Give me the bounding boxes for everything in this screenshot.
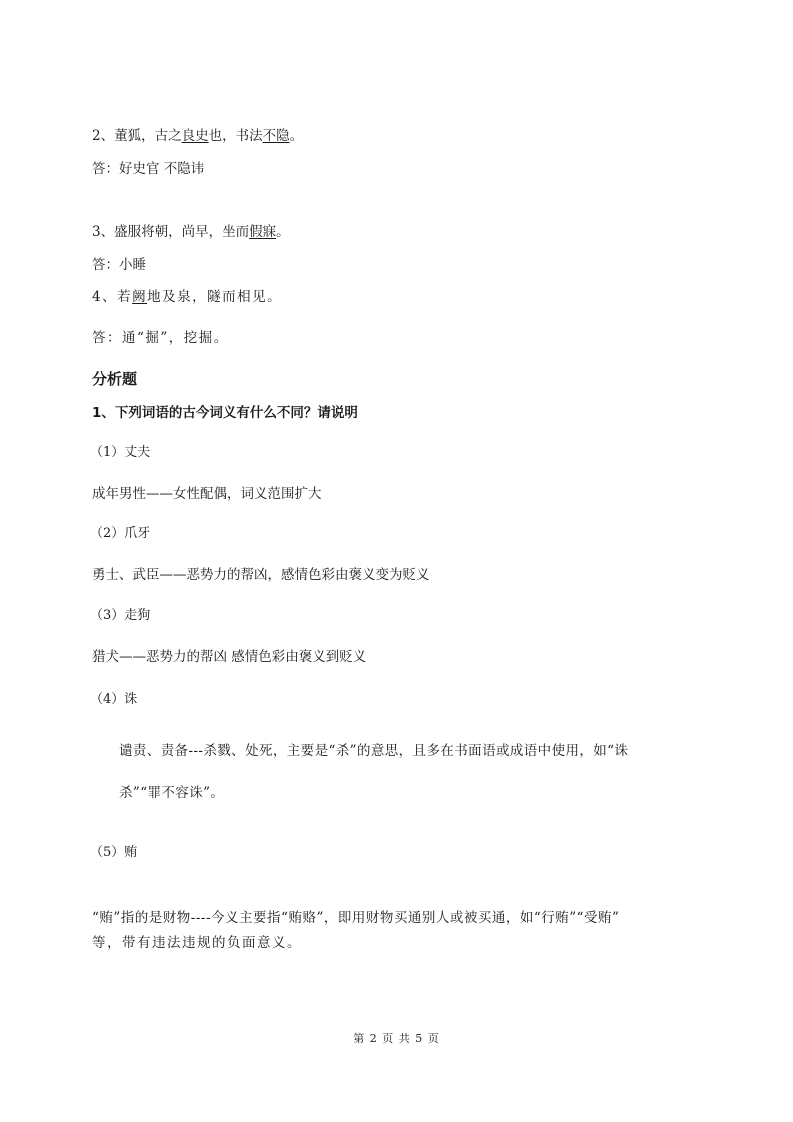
- page-number-footer: 第 2 页 共 5 页: [353, 1032, 440, 1045]
- question-text: 。: [289, 128, 304, 144]
- underlined-term: 阙: [132, 289, 148, 305]
- entry-text-4-line-1: 谴责、责备---杀戮、处死，主要是“杀”的意思，且多在书面语或成语中使用，如“诛: [119, 743, 629, 759]
- analysis-question: 1、下列词语的古今词义有什么不同？请说明: [92, 405, 358, 421]
- question-text: 地及泉，隧而相见。: [147, 289, 283, 305]
- question-3: [92, 224, 290, 240]
- entry-text-1: 成年男性——女性配偶，词义范围扩大: [92, 486, 322, 502]
- entry-label-1: （1）丈夫: [90, 445, 151, 460]
- entry-label-5: （5）贿: [90, 845, 138, 860]
- section-heading: 分析题: [92, 370, 138, 388]
- underlined-term: 不隐: [262, 128, 290, 144]
- question-4: [92, 289, 282, 305]
- answer-3: 答：小睡: [92, 257, 146, 273]
- question-2: [92, 128, 303, 144]
- underlined-term: 假寐: [249, 224, 277, 240]
- question-text: 。: [276, 224, 290, 240]
- question-text: 2、董狐，古之: [92, 128, 182, 144]
- entry-text-4-line-2: 杀”“罪不容诛”。: [119, 785, 225, 801]
- entry-text-5-line-1: “贿”指的是财物----今义主要指“贿赂”，即用财物买通别人或被买通，如“行贿”“受贿”: [92, 910, 620, 926]
- entry-label-4: （4）诛: [90, 692, 138, 707]
- entry-text-5-line-2: 等，带有违法违规的负面意义。: [92, 935, 302, 951]
- question-text: 4、若: [92, 289, 133, 305]
- entry-label-3: （3）走狗: [90, 608, 151, 623]
- entry-text-3: 猎犬——恶势力的帮凶 感情色彩由褒义到贬义: [92, 649, 367, 665]
- answer-4: 答：通“掘”，挖掘。: [92, 330, 229, 346]
- answer-2: 答：好史官 不隐讳: [92, 161, 205, 177]
- underlined-term: 良史: [181, 128, 209, 144]
- question-text: 也，书法: [208, 128, 263, 144]
- entry-label-2: （2）爪牙: [90, 526, 151, 541]
- entry-text-2: 勇士、武臣——恶势力的帮凶，感情色彩由褒义变为贬义: [92, 567, 430, 583]
- question-text: 3、盛服将朝，尚早，坐而: [92, 224, 250, 240]
